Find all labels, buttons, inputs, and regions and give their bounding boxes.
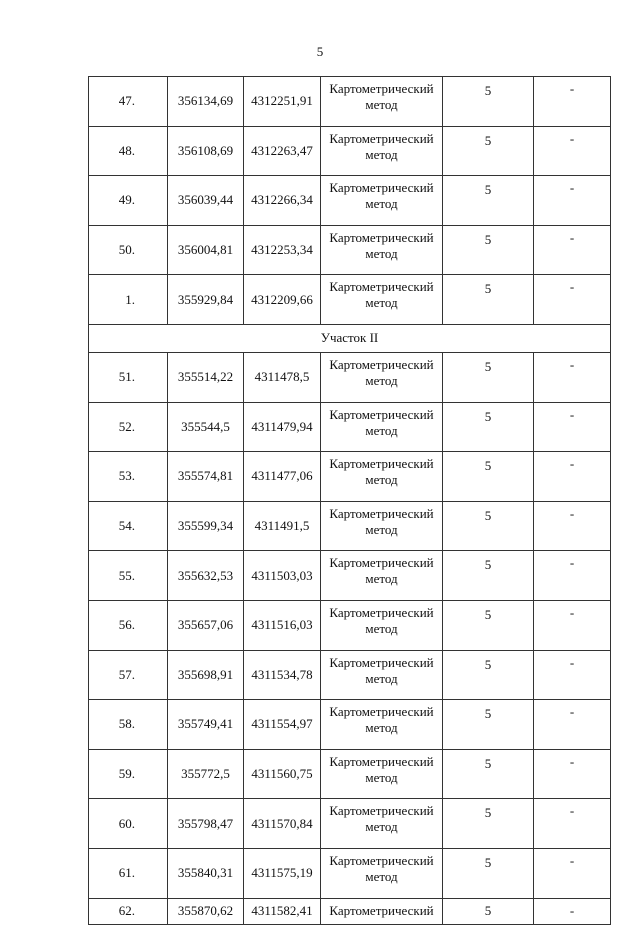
x-coordinate-cell: 356134,69 (168, 77, 244, 127)
y-coordinate-cell: 4312253,34 (244, 225, 321, 275)
method-cell: Картометрический метод (321, 700, 443, 750)
note-cell: - (534, 700, 611, 750)
point-number-cell: 48. (89, 126, 168, 176)
method-cell: Картометрический метод (321, 501, 443, 551)
table-row (89, 501, 611, 551)
note-cell: - (534, 501, 611, 551)
x-coordinate-cell: 356004,81 (168, 225, 244, 275)
point-number-cell: 62. (89, 898, 168, 924)
point-number-cell: 60. (89, 799, 168, 849)
y-coordinate-cell: 4311554,97 (244, 700, 321, 750)
note-cell: - (534, 275, 611, 325)
section-title: Участок II (89, 324, 611, 352)
point-number-cell: 55. (89, 551, 168, 601)
point-number-cell: 54. (89, 501, 168, 551)
x-coordinate-cell: 355798,47 (168, 799, 244, 849)
method-cell: Картометрический метод (321, 126, 443, 176)
table-row (89, 77, 611, 127)
method-cell: Картометрический (321, 898, 443, 924)
method-cell: Картометрический метод (321, 275, 443, 325)
accuracy-cell: 5 (443, 799, 534, 849)
method-cell: Картометрический метод (321, 176, 443, 226)
x-coordinate-cell: 355870,62 (168, 898, 244, 924)
note-cell: - (534, 452, 611, 502)
method-cell: Картометрический метод (321, 452, 443, 502)
section-header-row (89, 324, 611, 352)
note-cell: - (534, 600, 611, 650)
coordinates-table (88, 76, 611, 925)
y-coordinate-cell: 4312209,66 (244, 275, 321, 325)
table-body-a (89, 77, 611, 325)
point-number-cell: 47. (89, 77, 168, 127)
y-coordinate-cell: 4311491,5 (244, 501, 321, 551)
note-cell: - (534, 352, 611, 402)
accuracy-cell: 5 (443, 126, 534, 176)
point-number-cell: 52. (89, 402, 168, 452)
table-row (89, 275, 611, 325)
point-number-cell: 50. (89, 225, 168, 275)
y-coordinate-cell: 4311479,94 (244, 402, 321, 452)
method-cell: Картометрический метод (321, 749, 443, 799)
x-coordinate-cell: 355599,34 (168, 501, 244, 551)
table-row (89, 749, 611, 799)
accuracy-cell: 5 (443, 275, 534, 325)
method-cell: Картометрический метод (321, 650, 443, 700)
section-header-group (89, 324, 611, 352)
accuracy-cell: 5 (443, 650, 534, 700)
x-coordinate-cell: 355840,31 (168, 848, 244, 898)
note-cell: - (534, 650, 611, 700)
note-cell: - (534, 176, 611, 226)
point-number-cell: 49. (89, 176, 168, 226)
x-coordinate-cell: 355657,06 (168, 600, 244, 650)
point-number-cell: 56. (89, 600, 168, 650)
x-coordinate-cell: 355929,84 (168, 275, 244, 325)
note-cell: - (534, 749, 611, 799)
accuracy-cell: 5 (443, 402, 534, 452)
method-cell: Картометрический метод (321, 551, 443, 601)
x-coordinate-cell: 355772,5 (168, 749, 244, 799)
table-row (89, 452, 611, 502)
x-coordinate-cell: 355544,5 (168, 402, 244, 452)
table-row (89, 848, 611, 898)
accuracy-cell: 5 (443, 749, 534, 799)
point-number-cell: 1. (89, 275, 168, 325)
accuracy-cell: 5 (443, 848, 534, 898)
point-number-cell: 57. (89, 650, 168, 700)
accuracy-cell: 5 (443, 501, 534, 551)
accuracy-cell: 5 (443, 452, 534, 502)
y-coordinate-cell: 4311516,03 (244, 600, 321, 650)
note-cell: - (534, 799, 611, 849)
page-number: 5 (316, 44, 324, 59)
y-coordinate-cell: 4311582,41 (244, 898, 321, 924)
table-row (89, 898, 611, 924)
y-coordinate-cell: 4311570,84 (244, 799, 321, 849)
point-number-cell: 53. (89, 452, 168, 502)
x-coordinate-cell: 355514,22 (168, 352, 244, 402)
point-number-cell: 61. (89, 848, 168, 898)
accuracy-cell: 5 (443, 898, 534, 924)
table-row (89, 176, 611, 226)
accuracy-cell: 5 (443, 352, 534, 402)
y-coordinate-cell: 4311478,5 (244, 352, 321, 402)
accuracy-cell: 5 (443, 225, 534, 275)
method-cell: Картометрический метод (321, 225, 443, 275)
point-number-cell: 58. (89, 700, 168, 750)
note-cell: - (534, 225, 611, 275)
note-cell: - (534, 848, 611, 898)
point-number-cell: 51. (89, 352, 168, 402)
y-coordinate-cell: 4311534,78 (244, 650, 321, 700)
accuracy-cell: 5 (443, 600, 534, 650)
accuracy-cell: 5 (443, 77, 534, 127)
table-row (89, 126, 611, 176)
table-row (89, 551, 611, 601)
y-coordinate-cell: 4311560,75 (244, 749, 321, 799)
y-coordinate-cell: 4311477,06 (244, 452, 321, 502)
table-row (89, 225, 611, 275)
y-coordinate-cell: 4311575,19 (244, 848, 321, 898)
x-coordinate-cell: 355574,81 (168, 452, 244, 502)
y-coordinate-cell: 4312251,91 (244, 77, 321, 127)
note-cell: - (534, 126, 611, 176)
x-coordinate-cell: 356039,44 (168, 176, 244, 226)
table-row (89, 650, 611, 700)
method-cell: Картометрический метод (321, 848, 443, 898)
table-row (89, 600, 611, 650)
note-cell: - (534, 77, 611, 127)
x-coordinate-cell: 355632,53 (168, 551, 244, 601)
table-row (89, 402, 611, 452)
accuracy-cell: 5 (443, 551, 534, 601)
table-row (89, 700, 611, 750)
point-number-cell: 59. (89, 749, 168, 799)
method-cell: Картометрический метод (321, 402, 443, 452)
method-cell: Картометрический метод (321, 600, 443, 650)
accuracy-cell: 5 (443, 176, 534, 226)
y-coordinate-cell: 4312266,34 (244, 176, 321, 226)
y-coordinate-cell: 4311503,03 (244, 551, 321, 601)
table-body-b (89, 352, 611, 924)
method-cell: Картометрический метод (321, 77, 443, 127)
accuracy-cell: 5 (443, 700, 534, 750)
note-cell: - (534, 898, 611, 924)
method-cell: Картометрический метод (321, 799, 443, 849)
note-cell: - (534, 402, 611, 452)
y-coordinate-cell: 4312263,47 (244, 126, 321, 176)
method-cell: Картометрический метод (321, 352, 443, 402)
x-coordinate-cell: 355749,41 (168, 700, 244, 750)
note-cell: - (534, 551, 611, 601)
x-coordinate-cell: 355698,91 (168, 650, 244, 700)
x-coordinate-cell: 356108,69 (168, 126, 244, 176)
table-row (89, 352, 611, 402)
table-row (89, 799, 611, 849)
